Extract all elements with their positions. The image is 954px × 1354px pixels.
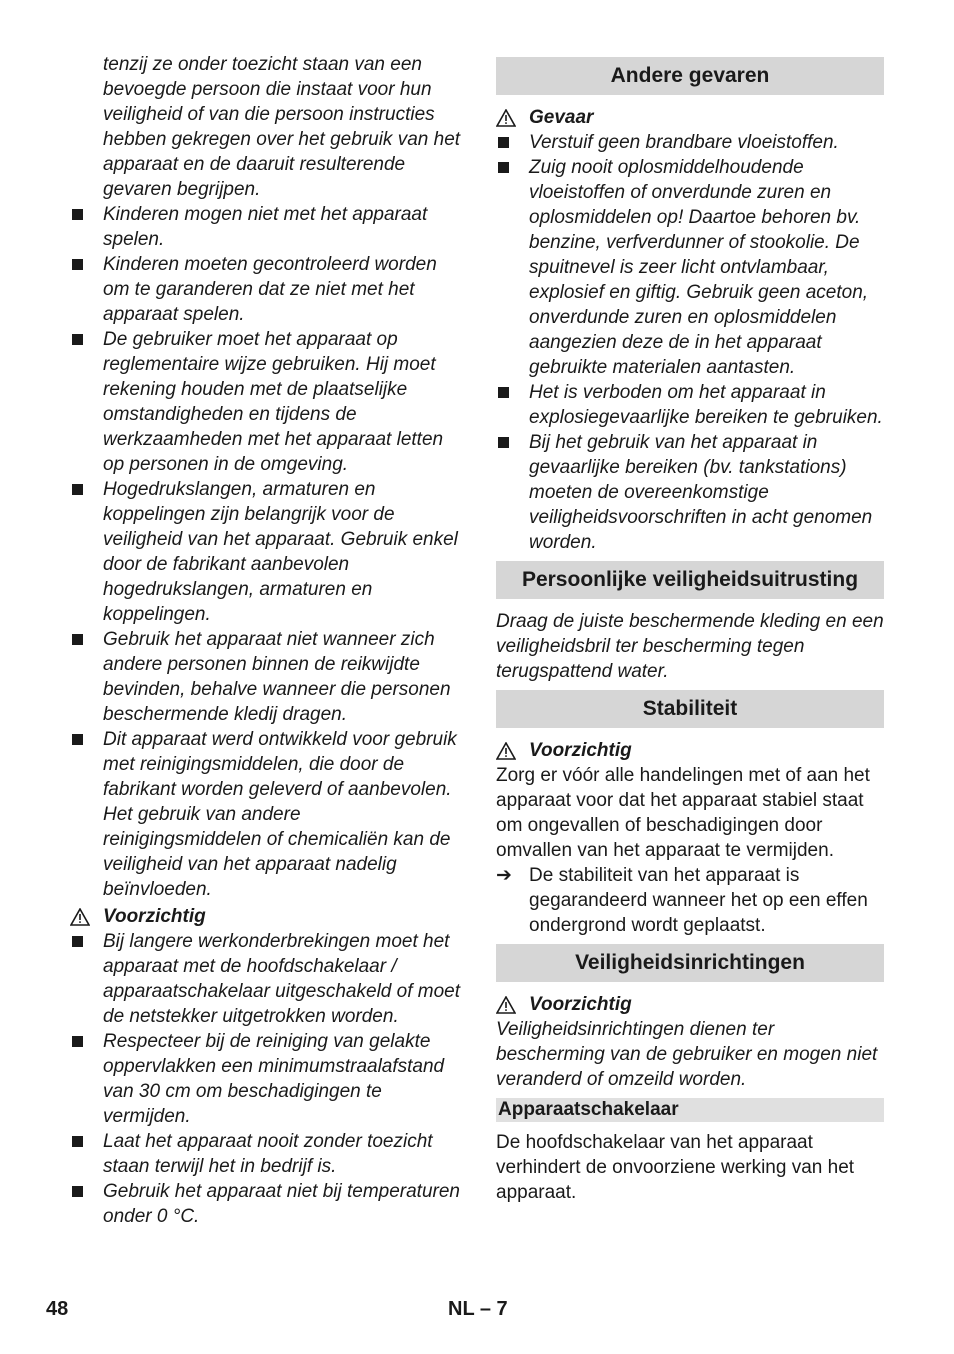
caution-label: Voorzichtig: [529, 740, 632, 761]
caution-note: [70, 904, 462, 929]
danger-note: [496, 105, 884, 130]
warning-triangle-icon: [70, 908, 90, 926]
list-item: Verstuif geen brandbare vloeistoffen.: [496, 130, 884, 155]
list-item: Respecteer bij de reiniging van gelakte oppervlakken een minimumstraalafstand van 30 cm om beschadigingen te vermijden.: [70, 1029, 462, 1129]
list-item: De gebruiker moet het apparaat op reglementaire wijze gebruiken. Hij moet rekening houden met de plaatselijke omstandigheden en tijdens de werkzaamheden met het apparaat letten op personen in de omgeving.: [70, 327, 462, 477]
arrow-item: [496, 863, 884, 938]
list-item: Zuig nooit oplosmiddelhoudende vloeistoffen of onverdunde zuren en oplosmiddelen op! Daartoe behoren bv. benzine, verfverdunner of stookolie. De spuitnevel is zeer licht ontvlambaar, explosief en giftig. Gebruik geen aceton, onverdunde zuren en oplosmiddelen aangezien deze de in het apparaat gebruikte materialen aantasten.: [496, 155, 884, 380]
list-item: Dit apparaat werd ontwikkeld voor gebruik met reinigingsmiddelen, die door de fabrikant worden geleverd of aanbevolen. Het gebruik van andere reinigingsmiddelen of chemicaliën kan de veiligheid van het apparaat nadelig beïnvloeden.: [70, 727, 462, 902]
list-item: Kinderen moeten gecontroleerd worden om te garanderen dat ze niet met het apparaat spelen.: [70, 252, 462, 327]
subheading-apparaatschakelaar: Apparaatschakelaar: [496, 1098, 884, 1122]
caution-note: [496, 738, 884, 763]
paragraph: Draag de juiste beschermende kleding en een veiligheidsbril ter bescherming tegen terugspattend water.: [496, 611, 884, 682]
warning-triangle-icon: [496, 996, 516, 1014]
paragraph: Veiligheidsinrichtingen dienen ter bescherming van de gebruiker en mogen niet veranderd of omzeild worden.: [496, 1019, 878, 1090]
section-heading-stabiliteit: Stabiliteit: [496, 690, 884, 728]
page-number: 48: [46, 1298, 69, 1320]
list-item: Het is verboden om het apparaat in explosiegevaarlijke bereiken te gebruiken.: [496, 380, 884, 430]
intro-paragraph: tenzij ze onder toezicht staan van een bevoegde persoon die instaat voor hun veiligheid of van die persoon instructies hebben gekregen over het gebruik van het apparaat en de daaruit resulterende gevaren begrijpen.: [103, 54, 461, 200]
bullet-list-2: [70, 929, 462, 1229]
right-column: [496, 52, 884, 1205]
arrow-right-icon: ➔: [496, 865, 512, 886]
caution-label: Voorzichtig: [103, 906, 206, 927]
list-item: Kinderen mogen niet met het apparaat spelen.: [70, 202, 462, 252]
section-heading-veiligheidsinrichtingen: Veiligheidsinrichtingen: [496, 944, 884, 982]
left-column: [70, 52, 462, 1229]
caution-label: Voorzichtig: [529, 994, 632, 1015]
warning-triangle-icon: [496, 109, 516, 127]
language-page-label: NL – 7: [448, 1298, 508, 1320]
list-item: Bij het gebruik van het apparaat in gevaarlijke bereiken (bv. tankstations) moeten de overeenkomstige veiligheidsvoorschriften in acht genomen worden.: [496, 430, 884, 555]
arrow-item-text: De stabiliteit van het apparaat is gegarandeerd wanneer het op een effen ondergrond wordt geplaatst.: [529, 865, 868, 936]
paragraph: Zorg er vóór alle handelingen met of aan het apparaat voor dat het apparaat stabiel staat om ongevallen of beschadigingen door omvallen van het apparaat te vermijden.: [496, 765, 870, 861]
caution-note: [496, 992, 884, 1017]
list-item: Hogedrukslangen, armaturen en koppelingen zijn belangrijk voor de veiligheid van het apparaat. Gebruik enkel door de fabrikant aanbevolen hogedrukslangen, armaturen en koppelingen.: [70, 477, 462, 627]
paragraph: De hoofdschakelaar van het apparaat verhindert de onvoorziene werking van het apparaat.: [496, 1132, 855, 1203]
list-item: Bij langere werkonderbrekingen moet het apparaat met de hoofdschakelaar / apparaatschakelaar uitgeschakeld of moet de netstekker uitgetrokken worden.: [70, 929, 462, 1029]
section-heading-veiligheidsuitrusting: Persoonlijke veiligheidsuitrusting: [496, 561, 884, 599]
list-item: Gebruik het apparaat niet bij temperaturen onder 0 °C.: [70, 1179, 462, 1229]
list-item: Laat het apparaat nooit zonder toezicht staan terwijl het in bedrijf is.: [70, 1129, 462, 1179]
danger-label: Gevaar: [529, 107, 594, 128]
list-item: Gebruik het apparaat niet wanneer zich andere personen binnen de reikwijdte bevinden, behalve wanneer die personen beschermende kledij dragen.: [70, 627, 462, 727]
warning-triangle-icon: [496, 742, 516, 760]
section-heading-andere-gevaren: Andere gevaren: [496, 57, 884, 95]
bullet-list-1: [70, 202, 462, 902]
bullet-list-right: [496, 130, 884, 555]
